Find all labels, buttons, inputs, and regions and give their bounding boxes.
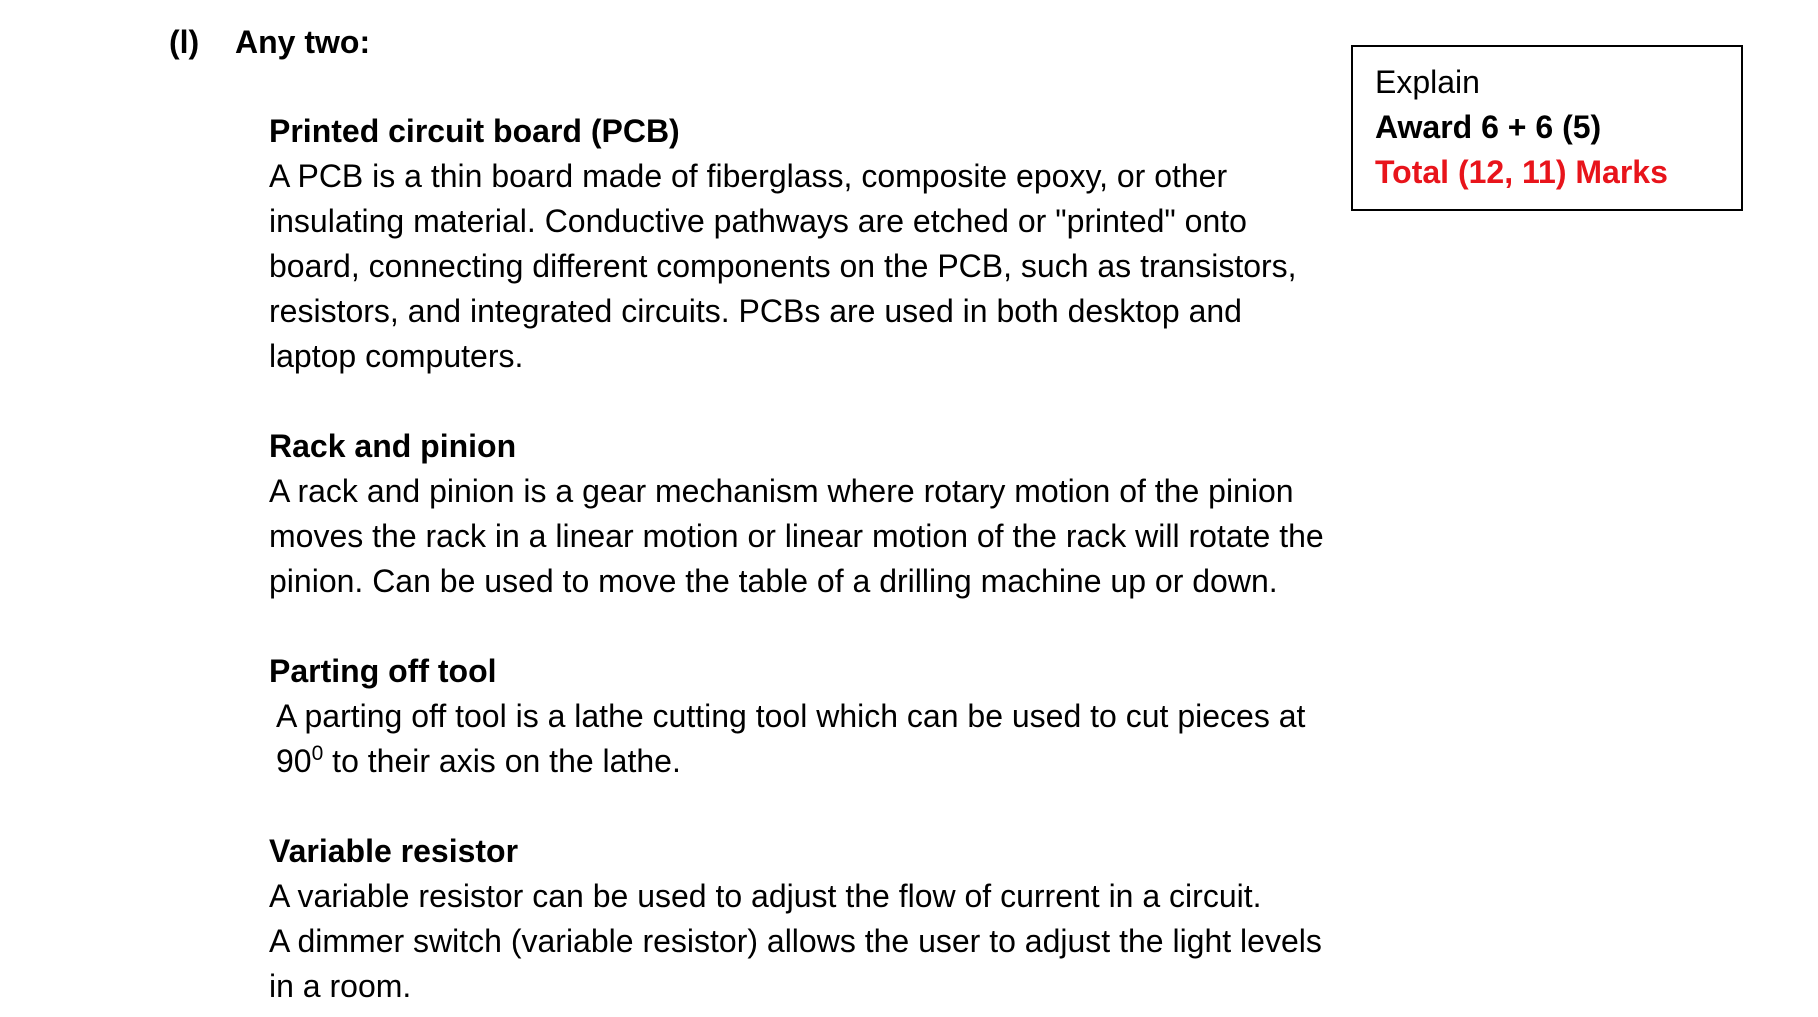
section-text-line: insulating material. Conductive pathways are etched or "printed" onto xyxy=(269,203,1247,239)
marks-explain-label: Explain xyxy=(1375,64,1480,100)
section-text-line: in a room. xyxy=(269,968,412,1004)
section-heading: Parting off tool xyxy=(269,653,497,689)
section-text-line: moves the rack in a linear motion or linear motion of the rack will rotate the xyxy=(269,518,1324,554)
section-text-line: A parting off tool is a lathe cutting tool which can be used to cut pieces at xyxy=(276,698,1306,734)
section-pcb xyxy=(269,109,1409,379)
section-text-line: A rack and pinion is a gear mechanism where rotary motion of the pinion xyxy=(269,473,1294,509)
section-heading: Variable resistor xyxy=(269,833,519,869)
section-text-line: laptop computers. xyxy=(269,338,524,374)
section-text-line: A dimmer switch (variable resistor) allows the user to adjust the light levels xyxy=(269,923,1322,959)
section-heading: Printed circuit board (PCB) xyxy=(269,113,680,149)
section-text-line: pinion. Can be used to move the table of a drilling machine up or down. xyxy=(269,563,1278,599)
section-text-line: A PCB is a thin board made of fiberglass, composite epoxy, or other xyxy=(269,158,1228,194)
section-rack-and-pinion xyxy=(269,424,1409,604)
section-parting-off-tool xyxy=(269,649,1409,784)
angle-value: 90 xyxy=(276,743,312,779)
marks-award-label: Award 6 + 6 (5) xyxy=(1375,109,1602,145)
angle-rest-text: to their axis on the lathe. xyxy=(323,743,681,779)
question-header xyxy=(169,20,370,64)
section-text-line: board, connecting different components on the PCB, such as transistors, xyxy=(269,248,1297,284)
marking-scheme-box xyxy=(1351,45,1743,211)
question-number: (l) xyxy=(169,24,200,60)
section-heading: Rack and pinion xyxy=(269,428,517,464)
angle-text-line xyxy=(269,739,1409,784)
section-text-line: resistors, and integrated circuits. PCBs are used in both desktop and xyxy=(269,293,1242,329)
section-variable-resistor xyxy=(269,829,1409,1009)
marks-total-label: Total (12, 11) Marks xyxy=(1375,154,1668,190)
degree-superscript: 0 xyxy=(311,742,324,765)
section-text-line: A variable resistor can be used to adjust the flow of current in a circuit. xyxy=(269,878,1262,914)
question-instruction: Any two: xyxy=(235,24,371,60)
